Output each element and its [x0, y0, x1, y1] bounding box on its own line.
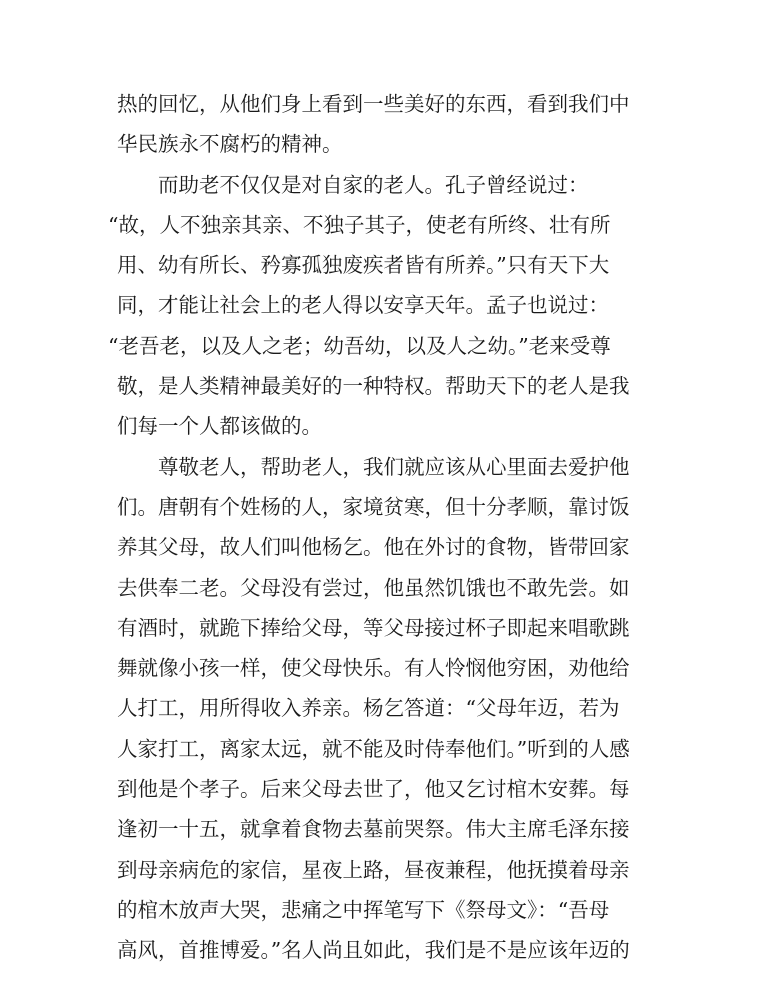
text-line-9: 们每一个人都该做的。 [117, 414, 322, 439]
text-line-17: 人家打工，离家太远，就不能及时侍奉他们。”听到的人感 [117, 736, 630, 761]
text-line-12: 养其父母，故人们叫他杨乞。他在外讨的食物，皆带回家 [117, 535, 630, 560]
text-line-20: 到母亲病危的家信，星夜上路，昼夜兼程，他抚摸着母亲 [117, 857, 630, 882]
text-line-8: 敬，是人类精神最美好的一种特权。帮助天下的老人是我 [117, 374, 630, 399]
body-text [108, 84, 657, 971]
text-line-16: 人打工，用所得收入养亲。杨乞答道：“父母年迈，若为 [117, 696, 620, 721]
text-line-13: 去供奉二老。父母没有尝过，他虽然饥饿也不敢先尝。如 [117, 575, 630, 600]
paragraph-start-line: 而助老不仅仅是对自家的老人。孔子曾经说过： [158, 172, 589, 197]
text-line-21: 的棺木放声大哭，悲痛之中挥笔写下《祭母文》：“吾母 [117, 897, 610, 922]
text-line-11: 们。唐朝有个姓杨的人，家境贫寒，但十分孝顺，靠讨饭 [117, 494, 630, 519]
text-line-4: “故，人不独亲其亲、不独子其子，使老有所终、壮有所 [108, 212, 611, 237]
text-line-7: “老吾老，以及人之老；幼吾幼，以及人之幼。”老来受尊 [108, 333, 611, 358]
paragraph-start-line: 尊敬老人，帮助老人，我们就应该从心里面去爱护他 [158, 454, 630, 479]
text-line-1: 热的回忆，从他们身上看到一些美好的东西，看到我们中 [117, 92, 630, 116]
text-line-18: 到他是个孝子。后来父母去世了，他又乞讨棺木安葬。每 [117, 777, 630, 802]
text-line-19: 逢初一十五，就拿着食物去墓前哭祭。伟大主席毛泽东接 [117, 817, 630, 842]
text-line-5: 用、幼有所长、矜寡孤独废疾者皆有所养。”只有天下大 [117, 253, 610, 278]
text-line-6: 同，才能让社会上的老人得以安享天年。孟子也说过： [117, 293, 609, 318]
text-line-22: 高风，首推博爱。”名人尚且如此，我们是不是应该年迈的 [117, 938, 630, 963]
text-line-14: 有酒时，就跪下捧给父母，等父母接过杯子即起来唱歌跳 [117, 615, 630, 640]
text-line-2: 华民族永不腐朽的精神。 [117, 132, 343, 157]
text-line-15: 舞就像小孩一样，使父母快乐。有人怜悯他穷困，劝他给 [117, 656, 630, 681]
